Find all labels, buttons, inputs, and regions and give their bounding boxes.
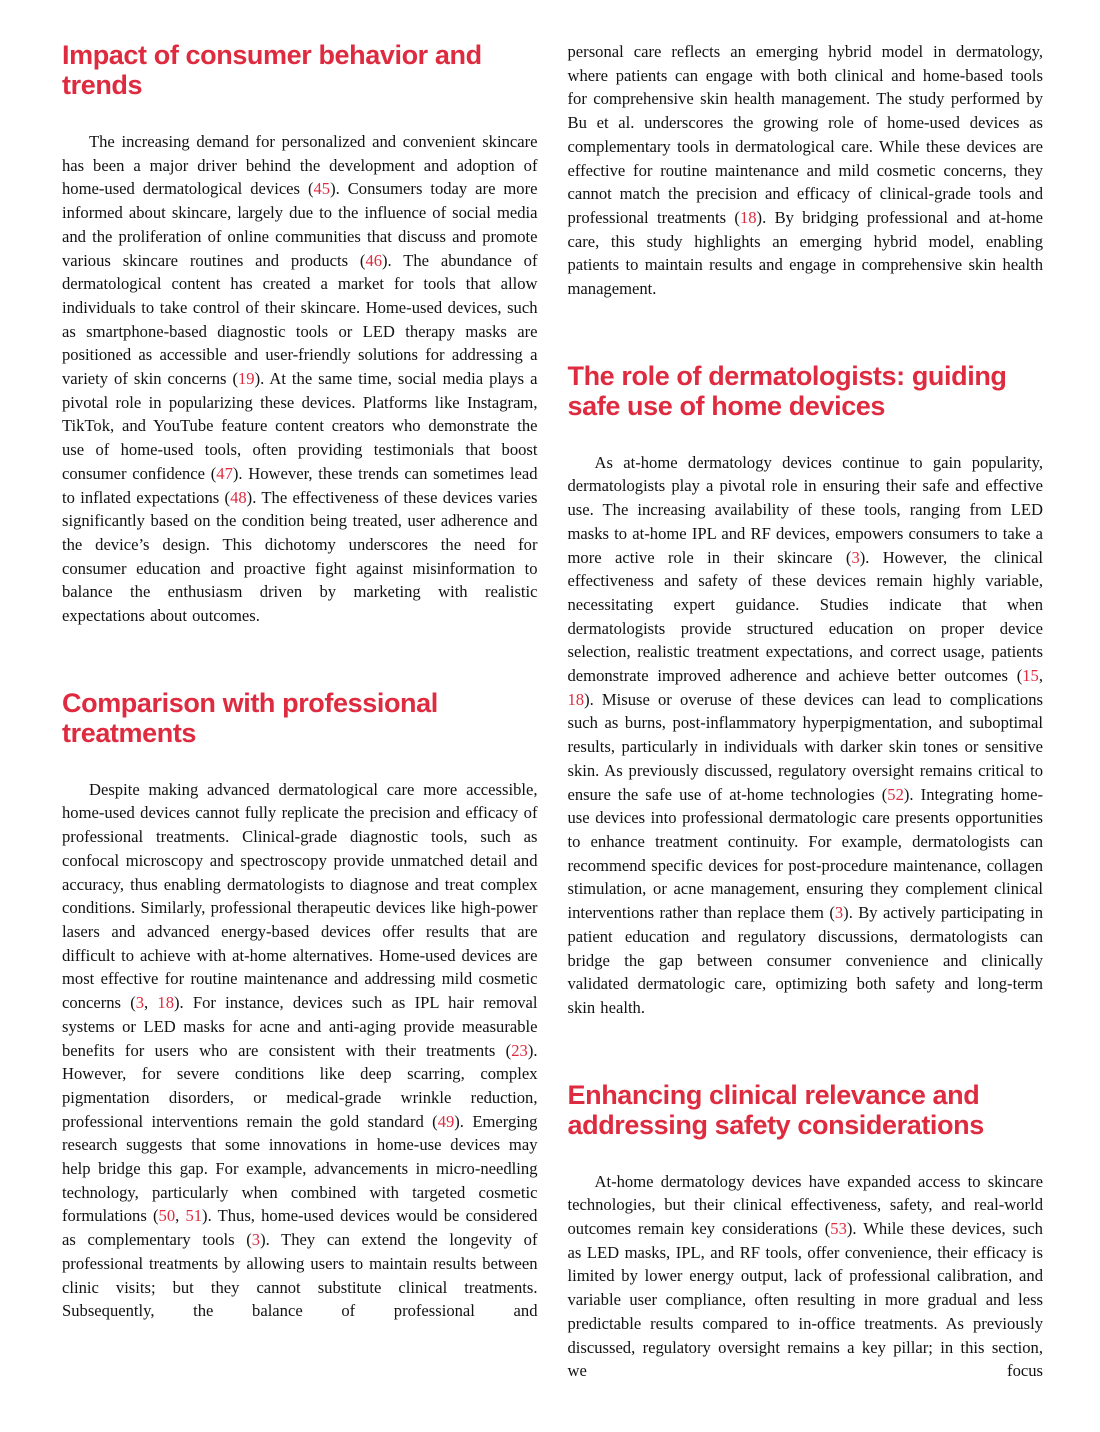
paragraph-role-of-dermatologists: As at-home dermatology devices continue to gain popularity, dermatologists play a pivotal role in ensuring their safe and effective use. The increasing availability of these tools, ranging from LED masks to at-home IPL and RF devices, empowers consumers to take a more active role in their skincare (3). However, the clinical effectiveness and safety of these devices remain highly variable, necessitating expert guidance. Studies indicate that when dermatologists provide structured education on proper device selection, realistic treatment expectations, and correct usage, patients demonstrate improved adherence and achieve better outcomes (15, 18). Misuse or overuse of these devices can lead to complications such as burns, post-inflammatory hyperpigmentation, and suboptimal results, particularly in individuals with darker skin tones or sensitive skin. As previously discussed, regulatory oversight remains critical to ensure the safe use of at-home technologies (52). Integrating home-use devices into professional dermatologic care presents opportunities to enhance treatment continuity. For example, dermatologists can recommend specific devices for post-procedure maintenance, collagen stimulation, or acne management, ensuring they complement clinical interventions rather than replace them (3). By actively participating in patient education and regulatory discussions, dermatologists can bridge the gap between consumer convenience and clinically validated dermatologic care, optimizing both safety and long-term skin health.: [567, 452, 1043, 1017]
paragraph-comparison-treatments: Despite making advanced dermatological care more accessible, home-used devices cannot fully replicate the precision and efficacy of professional treatments. Clinical-grade diagnostic tools, such as confocal microscopy and spectroscopy provide unmatched detail and accuracy, thus enabling dermatologists to diagnose and treat complex conditions. Similarly, professional therapeutic devices like high-power lasers and advanced energy-based devices offer results that are difficult to achieve with at-home alternatives. Home-used devices are most effective for routine maintenance and addressing mild cosmetic concerns (3, 18). For instance, devices such as IPL hair removal systems or LED masks for acne and anti-aging provide measurable benefits for users who are consistent with their treatments (23). However, for severe conditions like deep scarring, complex pigmentation disorders, or medical-grade wrinkle reduction, professional interventions remain the gold standard (49). Emerging research suggests that some innovations in home-use devices may help bridge this gap. For example, advancements in micro-needling technology, particularly when combined with targeted cosmetic formulations (50, 51). Thus, home-used devices would be considered as complementary tools (3). They can extend the longevity of professional treatments by allowing users to maintain results between clinic visits; but they cannot substitute clinical treatments. Subsequently, the balance of professional and: [62, 779, 538, 1321]
section-role-of-dermatologists: [568, 361, 1044, 1020]
citation-link[interactable]: 51: [185, 1206, 203, 1226]
paragraph-comparison-continuation: personal care reflects an emerging hybrid model in dermatology, where patients can engage with both clinical and home-based tools for comprehensive skin health management. The study performed by Bu et al. underscores the growing role of home-used devices as complementary tools in dermatological care. While these devices are effective for routine maintenance and mild cosmetic concerns, they cannot match the precision and efficacy of clinical-grade tools and professional treatments (18). By bridging professional and at-home care, this study highlights an emerging hybrid model, enabling patients to maintain results and engage in comprehensive skin health management.: [567, 42, 1043, 299]
section-comparison-professional: [62, 688, 538, 1323]
section-comparison-continuation: [568, 40, 1044, 301]
section-enhancing-clinical-relevance: [568, 1080, 1044, 1383]
citation-link[interactable]: 3: [851, 547, 860, 567]
citation-link[interactable]: 19: [238, 369, 255, 389]
citation-link[interactable]: 18: [739, 207, 757, 227]
citation-link[interactable]: 45: [313, 179, 331, 199]
citation-link[interactable]: 15: [1022, 666, 1039, 686]
citation-link[interactable]: 18: [157, 993, 174, 1013]
paragraph-enhancing-clinical-relevance: At-home dermatology devices have expanded access to skincare technologies, but their clinical effectiveness, safety, and real-world outcomes remain key considerations (53). While these devices, such as LED masks, IPL, and RF tools, offer convenience, their efficacy is limited by lower energy output, lack of professional calibration, and variable user compliance, often resulting in more gradual and less predictable results compared to in-office treatments. As previously discussed, regulatory oversight remains a key pillar; in this section, we focus: [567, 1171, 1043, 1381]
citation-link[interactable]: 23: [511, 1040, 528, 1060]
citation-link[interactable]: 52: [887, 784, 904, 804]
citation-link[interactable]: 3: [251, 1230, 261, 1250]
heading-enhancing-clinical-relevance: Enhancing clinical relevance and addressing safety considerations: [567, 1079, 984, 1140]
heading-role-of-dermatologists: The role of dermatologists: guiding safe use of home devices: [567, 360, 1007, 421]
left-column: [62, 40, 538, 1432]
citation-link[interactable]: 47: [216, 463, 233, 483]
citation-link[interactable]: 18: [567, 689, 585, 709]
section-impact-consumer-behavior: [62, 40, 538, 628]
citation-link[interactable]: 3: [135, 993, 145, 1013]
citation-link[interactable]: 3: [834, 903, 844, 923]
citation-link[interactable]: 46: [365, 250, 383, 270]
heading-impact-of-consumer-behavior: Impact of consumer behavior and trends: [62, 40, 482, 100]
right-column: [568, 40, 1044, 1432]
paragraph-consumer-behavior: The increasing demand for personalized and convenient skincare has been a major driver behind the development and adoption of home-used dermatological devices (45). Consumers today are more informed about skincare, largely due to the influence of social media and the proliferation of online communities that discuss and promote various skincare routines and products (46). The abundance of dermatological content has created a market for tools that allow individuals to take control of their skincare. Home-used devices, such as smartphone-based diagnostic tools or LED therapy masks are positioned as accessible and user-friendly solutions for addressing a variety of skin concerns (19). At the same time, social media plays a pivotal role in popularizing these devices. Platforms like Instagram, TikTok, and YouTube feature content creators who demonstrate the use of home-used tools, often providing testimonials that boost consumer confidence (47). However, these trends can sometimes lead to inflated expectations (48). The effectiveness of these devices varies significantly based on the condition being treated, user adherence and the device’s design. This dichotomy underscores the need for consumer education and proactive fight against misinformation to balance the enthusiasm driven by marketing with realistic expectations about outcomes.: [62, 132, 538, 626]
heading-comparison-with-professional-treatments: Comparison with professional treatments: [62, 687, 438, 748]
citation-link[interactable]: 50: [158, 1206, 176, 1226]
citation-link[interactable]: 49: [437, 1111, 455, 1131]
citation-link[interactable]: 53: [830, 1219, 847, 1239]
citation-link[interactable]: 48: [230, 487, 247, 507]
